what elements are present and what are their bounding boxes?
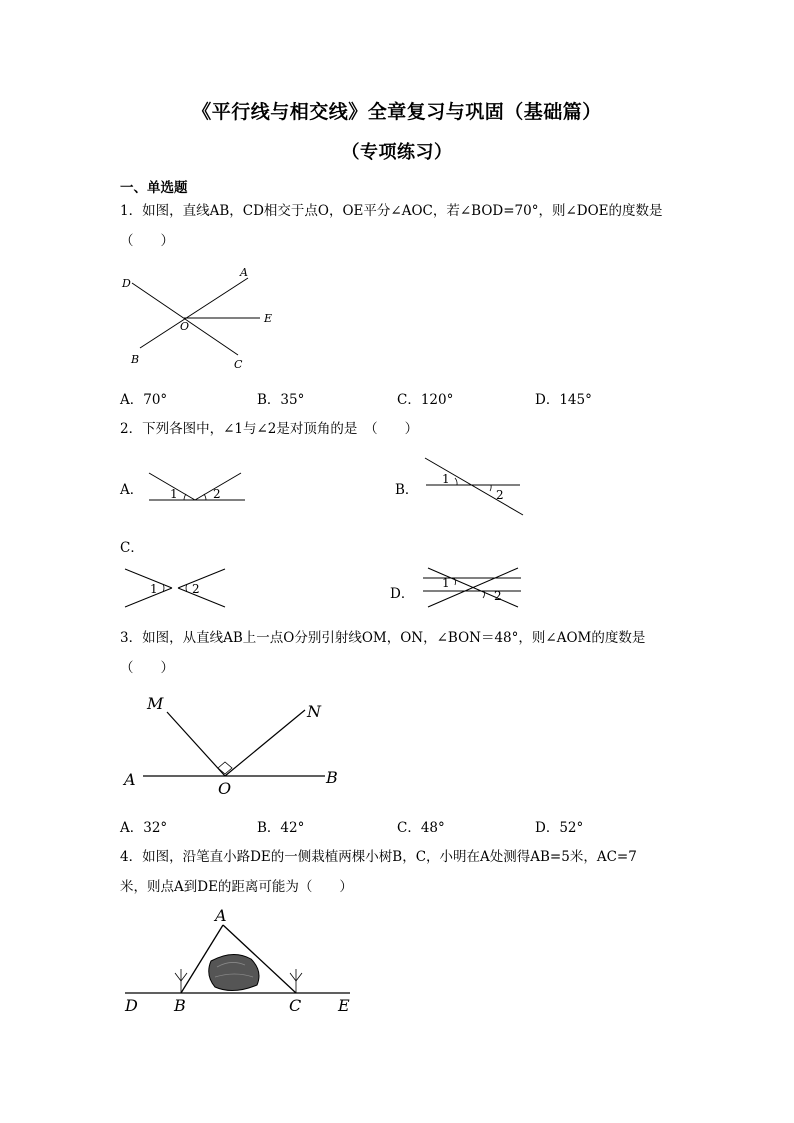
q3-option-b: B．42° bbox=[257, 820, 305, 836]
q2d-angle-2: 2 bbox=[494, 589, 502, 603]
q2-option-c: C． bbox=[120, 540, 144, 556]
q4-label-D: D bbox=[125, 996, 138, 1015]
q3-option-d: D．52° bbox=[535, 820, 584, 836]
section-heading: 一、单选题 bbox=[120, 180, 188, 196]
q1-option-b: B．35° bbox=[257, 392, 305, 408]
q2d-angle-1: 1 bbox=[442, 576, 450, 590]
q2b-angle-1: 1 bbox=[442, 472, 450, 486]
q2c-angle-1: 1 bbox=[150, 582, 158, 596]
q2-figure-a bbox=[145, 468, 250, 508]
q2-figure-b bbox=[420, 455, 530, 520]
page-title: 《平行线与相交线》全章复习与巩固（基础篇） bbox=[192, 101, 602, 123]
question-3-figure bbox=[115, 690, 355, 800]
q2a-angle-2: 2 bbox=[213, 487, 221, 501]
q3-label-O: O bbox=[218, 779, 232, 798]
q4-label-B: B bbox=[174, 996, 186, 1015]
q1-label-C: C bbox=[234, 358, 243, 371]
q1-option-d: D．145° bbox=[535, 392, 592, 408]
q3-label-B: B bbox=[326, 768, 338, 787]
q1-label-A: A bbox=[240, 266, 248, 279]
question-3-paren: （ ） bbox=[120, 660, 174, 676]
question-2-stem: 2．下列各图中，∠1与∠2是对顶角的是 （ ） bbox=[120, 421, 419, 437]
q2-figure-c bbox=[120, 566, 230, 611]
q3-option-c: C．48° bbox=[397, 820, 445, 836]
q1-label-B: B bbox=[131, 353, 140, 366]
q4-label-C: C bbox=[289, 996, 302, 1015]
q1-label-D: D bbox=[122, 277, 131, 290]
page-subtitle: （专项练习） bbox=[341, 142, 453, 163]
q3-label-A: A bbox=[124, 770, 136, 789]
q2-option-a: A． bbox=[120, 482, 144, 498]
q1-label-E: E bbox=[264, 312, 273, 325]
question-3-stem: 3．如图，从直线AB上一点O分别引射线OM，ON，∠BON＝48°，则∠AOM的度数是 bbox=[120, 630, 646, 646]
q3-label-N: N bbox=[307, 702, 321, 721]
q2-option-d: D． bbox=[390, 586, 415, 602]
q2a-angle-1: 1 bbox=[170, 487, 178, 501]
q2-figure-d bbox=[418, 565, 528, 610]
question-4-stem-line-2: 米，则点A到DE的距离可能为（ ） bbox=[120, 879, 353, 895]
q3-option-a: A．32° bbox=[120, 820, 168, 836]
q2b-angle-2: 2 bbox=[496, 488, 504, 502]
q1-option-a: A．70° bbox=[120, 392, 168, 408]
q2-option-b: B． bbox=[395, 482, 419, 498]
question-1-figure bbox=[110, 260, 290, 375]
q4-label-E: E bbox=[338, 996, 350, 1015]
question-4-stem-line-1: 4．如图，沿笔直小路DE的一侧栽植两棵小树B，C，小明在A处测得AB=5米，AC=7 bbox=[120, 849, 637, 865]
question-4-figure bbox=[115, 905, 365, 1020]
question-1-paren: （ ） bbox=[120, 233, 174, 249]
q2c-angle-2: 2 bbox=[192, 582, 200, 596]
q3-label-M: M bbox=[147, 694, 164, 713]
question-1-stem: 1．如图，直线AB，CD相交于点O，OE平分∠AOC，若∠BOD=70°，则∠DOE的度数是 bbox=[120, 203, 663, 219]
q4-label-A: A bbox=[215, 906, 227, 925]
q1-label-O: O bbox=[180, 320, 190, 333]
q1-option-c: C．120° bbox=[397, 392, 454, 408]
